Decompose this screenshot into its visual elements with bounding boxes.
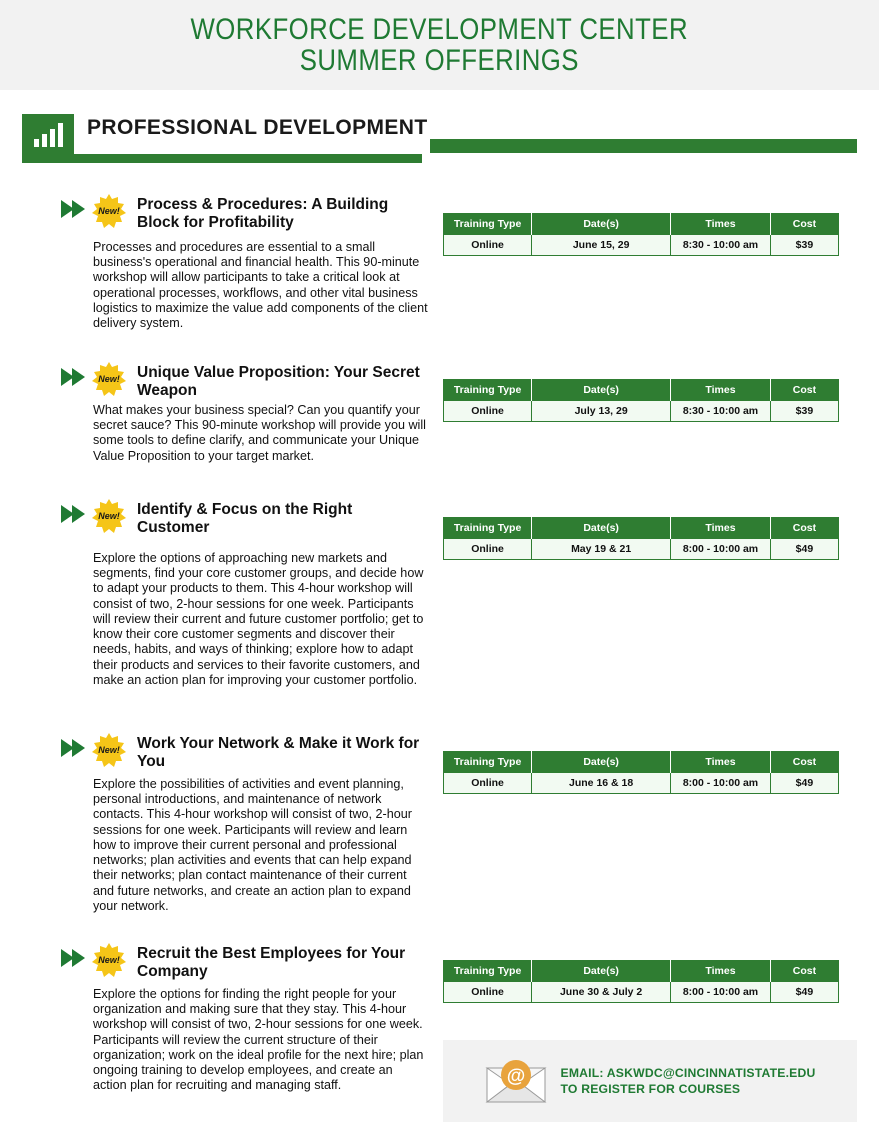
course-title: Process & Procedures: A Building Block for Profitability — [137, 196, 389, 232]
header-dates: Date(s) — [532, 214, 671, 235]
course-description: Explore the options of approaching new markets and segments, find your core customer groups, and decide how to adapt your products to them. This 4-hour workshop will consist of two, 2-hour sessions for one week. Participants will review their current and future customer portfolio; get to know their core customer segments and discover their needs, habits, and ways of thinking; explore how to adapt their products and services to their favorite customers, and make an action plan for improving your customer portfolio. — [93, 551, 424, 687]
cell-cost: $39 — [770, 401, 838, 422]
course-description: Explore the possibilities of activities and event planning, personal introductions, and maintenance of network contacts. This 4-hour workshop will consist of two, 2-hour sessions for one week. Participants will review and learn how to improve their current personal and professional networks; plan activities and events that can help expand their networks; plan contact maintenance of their current and future networks, and create an action plan to expand your network. — [93, 777, 412, 913]
header-cost: Cost — [770, 380, 838, 401]
table-header-row — [444, 752, 839, 773]
table-header-row — [444, 961, 839, 982]
header-dates: Date(s) — [532, 518, 671, 539]
course-title: Unique Value Proposition: Your Secret Weapon — [137, 364, 420, 400]
cell-training-type: Online — [444, 773, 532, 794]
header-cost: Cost — [770, 752, 838, 773]
course-schedule-table — [443, 379, 839, 422]
header-cost: Cost — [770, 961, 838, 982]
section-rule-right — [430, 139, 857, 153]
new-badge — [90, 499, 128, 533]
footer-content — [485, 1058, 816, 1104]
cell-times: 8:00 - 10:00 am — [671, 982, 771, 1003]
footer-register-line: TO REGISTER FOR COURSES — [560, 1082, 741, 1096]
cell-dates: June 16 & 18 — [532, 773, 671, 794]
arrow-icon — [60, 737, 86, 759]
bar-chart-bars — [34, 123, 63, 147]
new-badge-label: New! — [98, 206, 120, 216]
new-badge — [90, 194, 128, 228]
course-title: Identify & Focus on the Right Customer — [137, 501, 353, 537]
email-envelope-icon — [485, 1058, 547, 1104]
cell-dates: July 13, 29 — [532, 401, 671, 422]
table-row — [444, 539, 839, 560]
table-header-row — [444, 214, 839, 235]
course-description: What makes your business special? Can you quantify your secret sauce? This 90-minute workshop will provide you will some tools to define clarify, and communicate your Unique Value Proposition to your target market. — [93, 403, 426, 463]
arrow-icon — [60, 198, 86, 220]
new-badge-label: New! — [98, 374, 120, 384]
table-row — [444, 773, 839, 794]
cell-times: 8:30 - 10:00 am — [671, 401, 771, 422]
section-title: PROFESSIONAL DEVELOPMENT — [87, 116, 428, 139]
course-description: Explore the options for finding the right people for your organization and making sure that they stay. This 4-hour workshop will consist of two, 2-hour sessions for one week. Participants will review the current structure of their organization; work on the ideal profile for the next hire; plan ongoing training to develop employees, and create an action plan for recruiting and managing staff. — [93, 987, 424, 1093]
header-cost: Cost — [770, 518, 838, 539]
footer-text — [561, 1065, 816, 1098]
course-description: Processes and procedures are essential to a small business's operational and financial health. This 90-minute workshop will allow participants to take a critical look at operational processes, workflows, and other vital business logistics to maximize the value add components of the client delivery system. — [93, 240, 428, 331]
header-times: Times — [671, 752, 771, 773]
table-header-row — [444, 380, 839, 401]
course-schedule-table — [443, 960, 839, 1003]
cell-times: 8:30 - 10:00 am — [671, 235, 771, 256]
cell-dates: June 30 & July 2 — [532, 982, 671, 1003]
header-dates: Date(s) — [532, 380, 671, 401]
course-title: Work Your Network & Make it Work for You — [137, 735, 420, 771]
new-badge — [90, 943, 128, 977]
footer-email-line: EMAIL: ASKWDC@CINCINNATISTATE.EDU — [560, 1065, 816, 1080]
header-times: Times — [671, 961, 771, 982]
cell-cost: $39 — [770, 235, 838, 256]
svg-text:@: @ — [506, 1066, 525, 1087]
table-row — [444, 401, 839, 422]
cell-times: 8:00 - 10:00 am — [671, 773, 771, 794]
arrow-icon — [60, 366, 86, 388]
cell-cost: $49 — [770, 982, 838, 1003]
header-title-line1: WORKFORCE DEVELOPMENT CENTER — [190, 12, 689, 46]
document-header — [0, 0, 879, 90]
new-badge — [90, 733, 128, 767]
section-rule-left — [22, 154, 422, 163]
header-times: Times — [671, 214, 771, 235]
course-schedule-table — [443, 517, 839, 560]
header-training-type: Training Type — [444, 518, 532, 539]
header-training-type: Training Type — [444, 961, 532, 982]
cell-dates: May 19 & 21 — [532, 539, 671, 560]
cell-times: 8:00 - 10:00 am — [671, 539, 771, 560]
arrow-icon — [60, 947, 86, 969]
arrow-icon — [60, 503, 86, 525]
table-header-row — [444, 518, 839, 539]
header-training-type: Training Type — [444, 752, 532, 773]
course-title: Recruit the Best Employees for Your Company — [137, 945, 406, 981]
footer-register-block — [443, 1040, 857, 1122]
header-cost: Cost — [770, 214, 838, 235]
course-schedule-table — [443, 213, 839, 256]
new-badge-label: New! — [98, 745, 120, 755]
cell-dates: June 15, 29 — [532, 235, 671, 256]
table-row — [444, 235, 839, 256]
table-row — [444, 982, 839, 1003]
cell-training-type: Online — [444, 401, 532, 422]
header-times: Times — [671, 380, 771, 401]
cell-cost: $49 — [770, 539, 838, 560]
header-dates: Date(s) — [532, 752, 671, 773]
header-dates: Date(s) — [532, 961, 671, 982]
cell-cost: $49 — [770, 773, 838, 794]
new-badge-label: New! — [98, 955, 120, 965]
cell-training-type: Online — [444, 235, 532, 256]
header-title-line2: SUMMER OFFERINGS — [299, 44, 580, 77]
section-header — [22, 114, 857, 162]
cell-training-type: Online — [444, 539, 532, 560]
new-badge — [90, 362, 128, 396]
bar-chart-icon — [22, 114, 74, 154]
course-schedule-table — [443, 751, 839, 794]
cell-training-type: Online — [444, 982, 532, 1003]
header-times: Times — [671, 518, 771, 539]
header-training-type: Training Type — [444, 214, 532, 235]
header-training-type: Training Type — [444, 380, 532, 401]
new-badge-label: New! — [98, 511, 120, 521]
